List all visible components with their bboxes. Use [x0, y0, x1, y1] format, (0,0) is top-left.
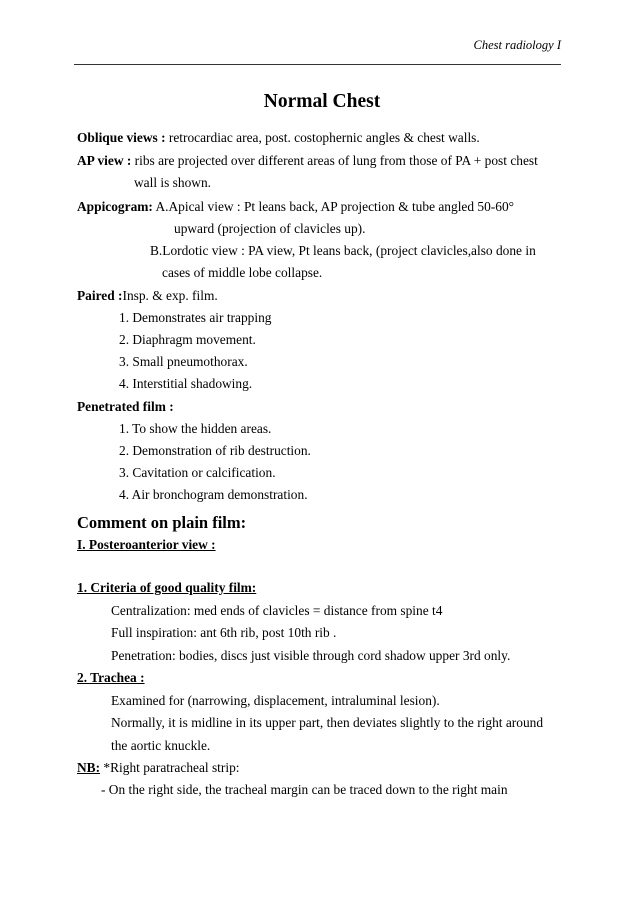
list-item: 1. To show the hidden areas.	[119, 421, 272, 436]
page-title: Normal Chest	[263, 91, 381, 112]
appicogram-continuation: upward (projection of clavicles up).	[174, 221, 366, 236]
trachea-line: the aortic knuckle.	[111, 738, 211, 753]
list-item: 3. Cavitation or calcification.	[119, 465, 276, 480]
criteria-heading: 1. Criteria of good quality film:	[77, 580, 257, 595]
trachea-line: Examined for (narrowing, displacement, intraluminal lesion).	[111, 693, 440, 708]
ap-view-line	[77, 154, 538, 167]
paired-label: Paired :	[77, 288, 123, 303]
trachea-line: Normally, it is midline in its upper part, then deviates slightly to the right around	[111, 715, 544, 730]
pa-view-heading: I. Posteroanterior view :	[77, 537, 216, 552]
trachea-heading: 2. Trachea :	[77, 670, 145, 685]
appicogram-label: Appicogram:	[77, 199, 153, 214]
list-item: 4. Interstitial shadowing.	[119, 376, 253, 391]
appicogram-line	[77, 200, 514, 213]
lordotic-view-continuation: cases of middle lobe collapse.	[162, 265, 323, 280]
header-rule	[74, 64, 561, 65]
nb-detail-line: - On the right side, the tracheal margin can be traced down to the right main	[101, 782, 508, 797]
list-item: 1. Demonstrates air trapping	[119, 310, 272, 325]
comment-heading: Comment on plain film:	[77, 513, 247, 532]
ap-view-label: AP view :	[77, 153, 132, 168]
appicogram-text: A.Apical view : Pt leans back, AP projection & tube angled 50-60°	[152, 199, 515, 214]
criteria-line: Penetration: bodies, discs just visible through cord shadow upper 3rd only.	[111, 648, 511, 663]
list-item: 2. Demonstration of rib destruction.	[119, 443, 311, 458]
nb-label: NB:	[77, 760, 101, 775]
nb-text: *Right paratracheal strip:	[100, 760, 240, 775]
paired-line	[77, 289, 218, 302]
oblique-views-text: retrocardiac area, post. costophernic angles & chest walls.	[165, 130, 480, 145]
criteria-line: Full inspiration: ant 6th rib, post 10th rib .	[111, 625, 337, 640]
criteria-line: Centralization: med ends of clavicles = distance from spine t4	[111, 603, 443, 618]
lordotic-view-line: B.Lordotic view : PA view, Pt leans back, (project clavicles,also done in	[150, 243, 536, 258]
list-item: 3. Small pneumothorax.	[119, 354, 248, 369]
oblique-views-label: Oblique views :	[77, 130, 166, 145]
oblique-views-line	[77, 131, 480, 144]
list-item: 4. Air bronchogram demonstration.	[119, 487, 308, 502]
nb-line	[77, 761, 240, 774]
ap-view-text: ribs are projected over different areas of lung from those of PA + post chest	[131, 153, 538, 168]
penetrated-film-label: Penetrated film :	[77, 399, 174, 414]
paired-text: Insp. & exp. film.	[122, 288, 218, 303]
running-header: Chest radiology I	[473, 38, 561, 52]
list-item: 2. Diaphragm movement.	[119, 332, 256, 347]
ap-view-continuation: wall is shown.	[134, 175, 211, 190]
